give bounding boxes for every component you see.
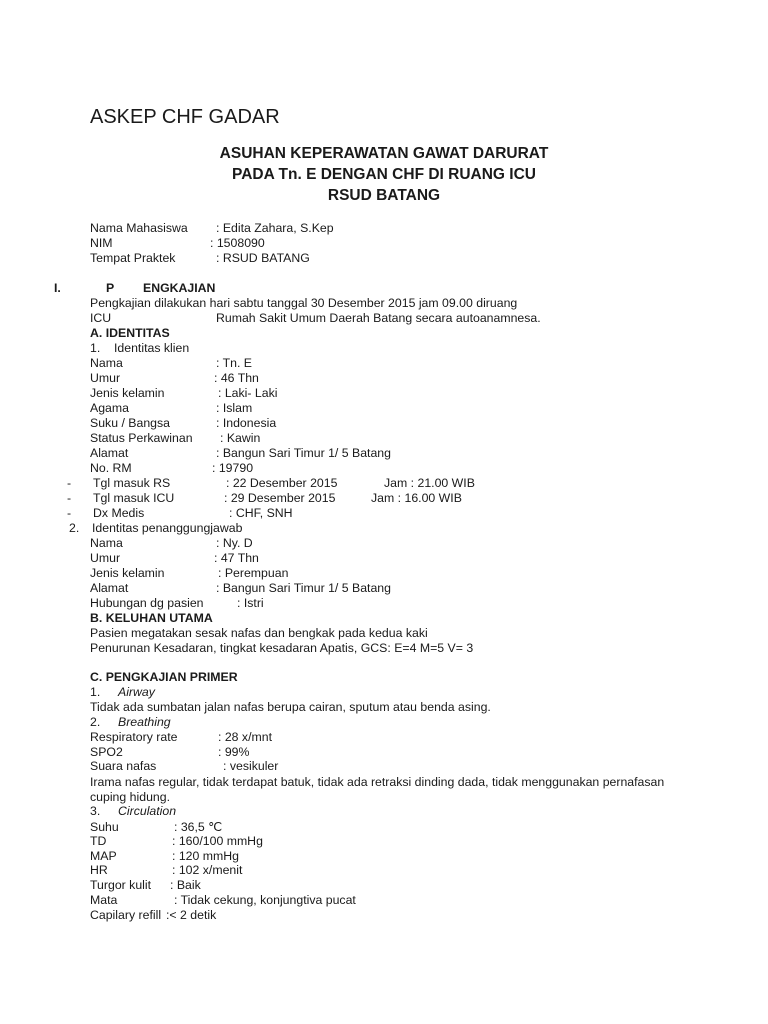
keluhan-line: Penurunan Kesadaran, tingkat kesadaran Apatis, GCS: E=4 M=5 V= 3 [90,641,474,655]
circulation-row-value: :< 2 detik [166,908,217,922]
breathing-row-value: : vesikuler [223,759,279,773]
klien-value: : Bangun Sari Timur 1/ 5 Batang [216,446,391,460]
dash-time: Jam : 16.00 WIB [371,491,462,505]
pj-value: : Perempuan [218,566,289,580]
klien-label: Agama [90,401,129,415]
intro-line: ICU [90,311,112,325]
pj-value: : Bangun Sari Timur 1/ 5 Batang [216,581,391,595]
dash-bullet: - [67,491,72,505]
klien-label: Nama [90,356,123,370]
pj-label: Jenis kelamin [90,566,165,580]
keluhan-line: Pasien megatakan sesak nafas dan bengkak pada kedua kaki [90,626,428,640]
identitas-heading: A. IDENTITAS [90,326,170,340]
circulation-row-label: Suhu [90,820,119,834]
circulation-row-label: Turgor kulit [90,878,152,892]
klien-value: : 46 Thn [214,371,259,385]
circulation-number: 3. [90,804,101,818]
klien-label: Umur [90,371,121,385]
klien-value: : 19790 [212,461,254,475]
dash-label: Tgl masuk ICU [93,491,175,505]
meta-value: : Edita Zahara, S.Kep [216,221,334,235]
klien-label: Suku / Bangsa [90,416,170,430]
airway-text: Tidak ada sumbatan jalan nafas berupa cairan, sputum atau benda asing. [90,700,491,714]
dash-bullet: - [67,506,72,520]
breathing-row-label: Respiratory rate [90,730,178,744]
dash-bullet: - [67,476,72,490]
section-number: I. [54,281,61,295]
main-heading-line-1: ASUHAN KEPERAWATAN GAWAT DARURAT [219,145,549,162]
circulation-row-label: TD [90,834,107,848]
dash-label: Tgl masuk RS [93,476,171,490]
section-title-initial: P [106,281,115,295]
circulation-row-value: : Tidak cekung, konjungtiva pucat [174,893,356,907]
breathing-text: cuping hidung. [90,790,170,804]
intro-line: Pengkajian dilakukan hari sabtu tanggal 30 Desember 2015 jam 09.00 diruang [90,296,518,310]
meta-value: : RSUD BATANG [216,251,310,265]
subsection-label: Identitas klien [114,341,190,355]
pj-label: Nama [90,536,123,550]
pj-label: Umur [90,551,121,565]
circulation-row-value: : 160/100 mmHg [172,834,263,848]
meta-label: NIM [90,236,113,250]
primer-heading: C. PENGKAJIAN PRIMER [90,670,238,684]
dash-value: : 22 Desember 2015 [226,476,338,490]
breathing-row-label: Suara nafas [90,759,157,773]
document-title: ASKEP CHF GADAR [90,106,280,128]
keluhan-heading: B. KELUHAN UTAMA [90,611,213,625]
breathing-label: Breathing [118,715,171,729]
breathing-row-value: : 99% [218,745,250,759]
circulation-row-label: MAP [90,849,117,863]
klien-value: : Laki- Laki [218,386,278,400]
pj-value: : 47 Thn [214,551,259,565]
pj-value: : Ny. D [216,536,253,550]
pj-label: Hubungan dg pasien [90,596,204,610]
breathing-number: 2. [90,715,101,729]
circulation-row-value: : Baik [170,878,201,892]
pj-value: : Istri [237,596,264,610]
circulation-row-label: Mata [90,893,118,907]
klien-value: : Tn. E [216,356,252,370]
pj-label: Alamat [90,581,129,595]
meta-value: : 1508090 [210,236,265,250]
dash-label: Dx Medis [93,506,145,520]
circulation-row-value: : 120 mmHg [172,849,239,863]
breathing-row-label: SPO2 [90,745,123,759]
klien-value: : Indonesia [216,416,277,430]
circulation-row-label: Capilary refill [90,908,162,922]
klien-value: : Kawin [220,431,261,445]
circulation-row-value: : 36,5 ℃ [174,820,222,834]
subsection-number: 1. [90,341,101,355]
subsection-number: 2. [69,521,80,535]
airway-number: 1. [90,685,101,699]
section-title-rest: ENGKAJIAN [143,281,216,295]
meta-label: Nama Mahasiswa [90,221,188,235]
main-heading-line-2: PADA Tn. E DENGAN CHF DI RUANG ICU [232,166,536,183]
klien-value: : Islam [216,401,253,415]
klien-label: Alamat [90,446,129,460]
dash-value: : 29 Desember 2015 [224,491,336,505]
circulation-label: Circulation [118,804,177,818]
klien-label: Jenis kelamin [90,386,165,400]
breathing-row-value: : 28 x/mnt [218,730,272,744]
circulation-row-label: HR [90,863,108,877]
main-heading-line-3: RSUD BATANG [327,187,441,204]
intro-line: Rumah Sakit Umum Daerah Batang secara autoanamnesa. [216,311,541,325]
klien-label: No. RM [90,461,132,475]
meta-label: Tempat Praktek [90,251,176,265]
subsection-label: Identitas penanggungjawab [92,521,243,535]
circulation-row-value: : 102 x/menit [172,863,243,877]
klien-label: Status Perkawinan [90,431,193,445]
breathing-text: Irama nafas regular, tidak terdapat batuk, tidak ada retraksi dinding dada, tidak menggunakan pernafasan [90,775,665,789]
dash-time: Jam : 21.00 WIB [384,476,475,490]
dash-value: : CHF, SNH [229,506,293,520]
airway-label: Airway [118,685,155,699]
